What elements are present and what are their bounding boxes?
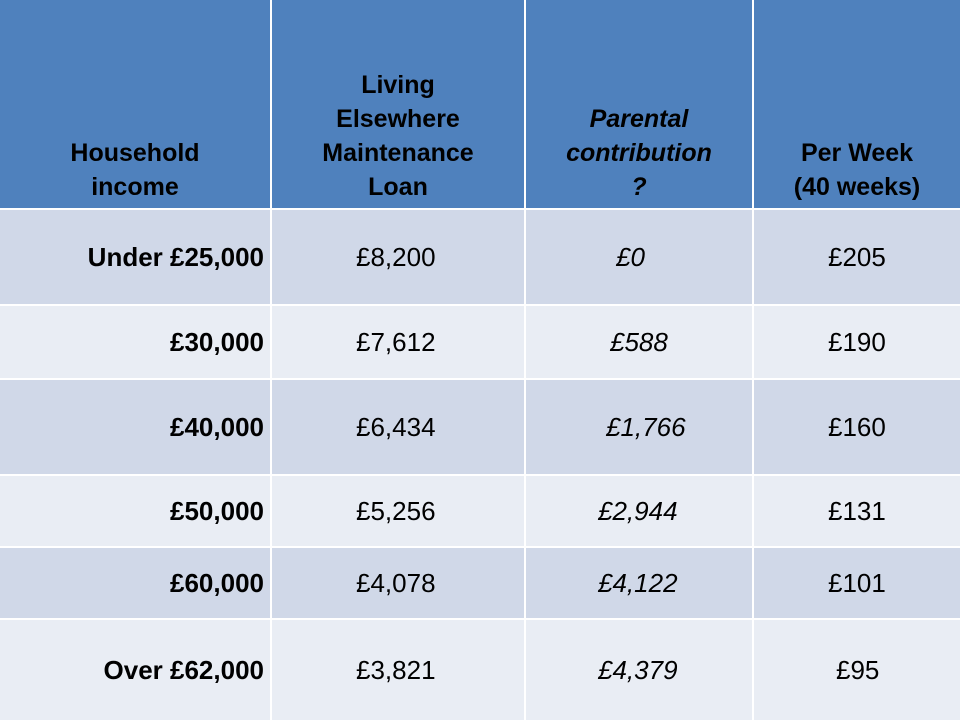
row-3-weekly: £160 [754,380,960,476]
row-6-weekly: £95 [754,620,960,720]
row-3-contribution: £1,766 [526,380,754,476]
row-1-income: Under £25,000 [0,210,272,306]
row-4-loan: £5,256 [272,476,526,548]
row-3-loan: £6,434 [272,380,526,476]
row-5-income: £60,000 [0,548,272,620]
row-2-income: £30,000 [0,306,272,380]
row-2-contribution: £588 [526,306,754,380]
row-1-loan: £8,200 [272,210,526,306]
header-maintenance-loan: Living Elsewhere Maintenance Loan [272,0,526,210]
row-4-weekly: £131 [754,476,960,548]
row-6-loan: £3,821 [272,620,526,720]
row-6-income: Over £62,000 [0,620,272,720]
row-4-income: £50,000 [0,476,272,548]
header-parental-contribution: Parental contribution ? [526,0,754,210]
row-1-contribution: £0 [526,210,754,306]
row-1-weekly: £205 [754,210,960,306]
row-5-weekly: £101 [754,548,960,620]
row-4-contribution: £2,944 [526,476,754,548]
row-5-loan: £4,078 [272,548,526,620]
row-6-contribution: £4,379 [526,620,754,720]
row-2-weekly: £190 [754,306,960,380]
header-household-income: Household income [0,0,272,210]
row-5-contribution: £4,122 [526,548,754,620]
header-per-week: Per Week (40 weeks) [754,0,960,210]
row-2-loan: £7,612 [272,306,526,380]
row-3-income: £40,000 [0,380,272,476]
